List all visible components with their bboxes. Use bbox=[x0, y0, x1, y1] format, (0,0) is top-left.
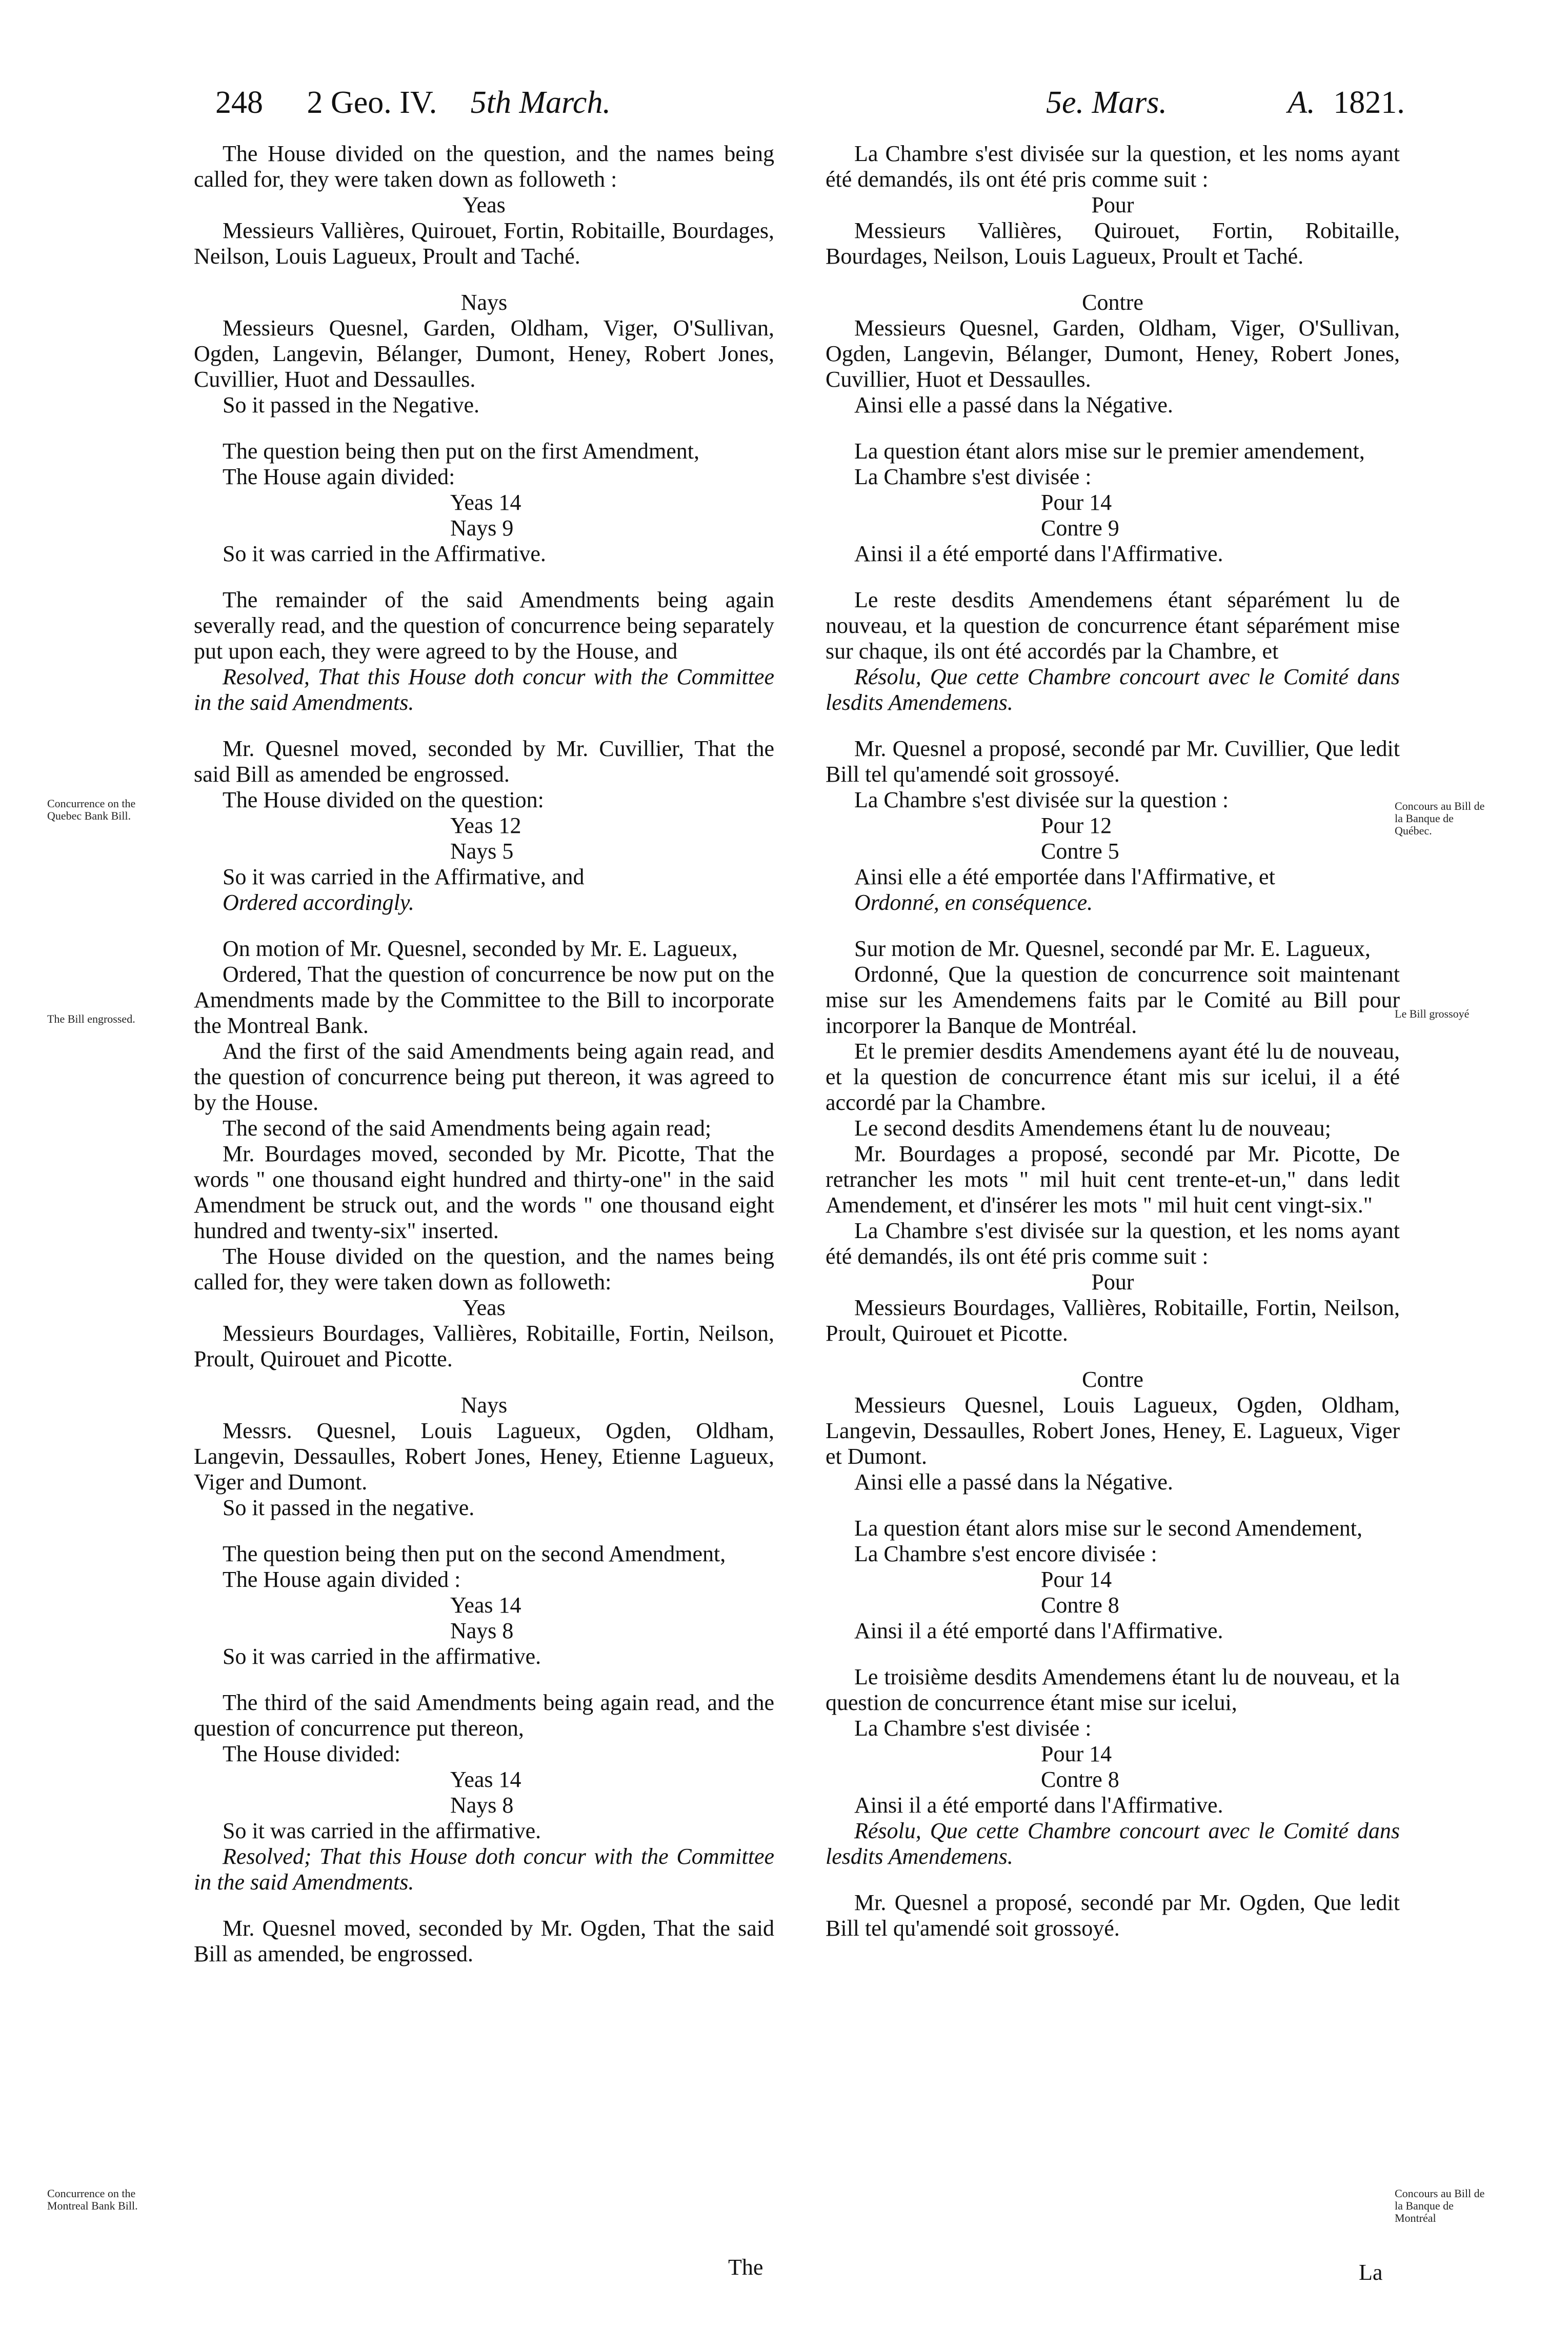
nays-names: Messrs. Quesnel, Louis Lagueux, Ogden, Oldham, Langevin, Dessaulles, Robert Jones, Heney, Etienne Lagueux, Viger and Dumont. bbox=[194, 1418, 774, 1495]
regnal-year: 2 Geo. IV. bbox=[307, 85, 437, 120]
paragraph: Le reste desdits Amendemens étant séparément lu de nouveau, et la question de concurrence étant séparément mise sur chaque, ils ont été accordés par la Chambre, et bbox=[826, 587, 1400, 664]
nays-names: Messieurs Quesnel, Garden, Oldham, Viger, O'Sullivan, Ogden, Langevin, Bélanger, Dumont, Heney, Robert Jones, Cuvillier, Huot et Dessaulles. bbox=[826, 315, 1400, 392]
margin-note-left: Concurrence on the Montreal Bank Bill. bbox=[47, 2187, 138, 2212]
margin-note-right: Concours au Bill de la Banque de Montréal bbox=[1395, 2187, 1485, 2224]
paragraph: La question étant alors mise sur le premier amendement, bbox=[854, 439, 1365, 464]
yeas-heading: Pour bbox=[1091, 1269, 1134, 1295]
resolution: Résolu, Que cette Chambre concourt avec le Comité dans lesdits Amendemens. bbox=[826, 1818, 1400, 1869]
result-line: Ainsi elle a passé dans la Négative. bbox=[854, 392, 1173, 417]
resolution: Resolved; That this House doth concur with the Committee in the said Amendments. bbox=[194, 1844, 774, 1895]
nays-count: Contre 9 bbox=[1041, 515, 1119, 541]
paragraph: La question étant alors mise sur le second Amendement, bbox=[854, 1516, 1362, 1541]
english-column bbox=[194, 141, 774, 1967]
nays-heading: Contre bbox=[1082, 1367, 1143, 1392]
yeas-count: Yeas 14 bbox=[450, 1593, 521, 1618]
paragraph: La Chambre s'est divisée sur la question, et les noms ayant été demandés, ils ont été pris comme suit : bbox=[826, 1218, 1400, 1269]
division-line: La Chambre s'est divisée : bbox=[854, 464, 1092, 489]
yeas-count: Pour 12 bbox=[1041, 813, 1112, 838]
order: Ordonné, Que la question de concurrence soit maintenant mise sur les Amendemens faits par le Comité au Bill pour incorporer la Banque de Montréal. bbox=[826, 962, 1400, 1038]
division-line: La Chambre s'est divisée sur la question : bbox=[854, 787, 1229, 812]
yeas-names: Messieurs Vallières, Quirouet, Fortin, Robitaille, Bourdages, Neilson, Louis Lagueux, Proult and Taché. bbox=[194, 218, 774, 269]
result-line: So it was carried in the affirmative. bbox=[223, 1644, 541, 1669]
motion: Sur motion de Mr. Quesnel, secondé par Mr. E. Lagueux, bbox=[854, 936, 1371, 961]
year-label: A. bbox=[1288, 85, 1315, 120]
result-line: Ainsi il a été emporté dans l'Affirmative. bbox=[854, 541, 1223, 566]
date-english: 5th March. bbox=[470, 85, 611, 120]
yeas-heading: Yeas bbox=[463, 192, 506, 217]
motion: Mr. Quesnel moved, seconded by Mr. Ogden, That the said Bill as amended, be engrossed. bbox=[194, 1916, 774, 1966]
nays-heading: Nays bbox=[460, 1392, 508, 1418]
order-line: Ordonné, en conséquence. bbox=[854, 890, 1093, 915]
paragraph: Le second desdits Amendemens étant lu de nouveau; bbox=[854, 1116, 1331, 1141]
paragraph: The question being then put on the second Amendment, bbox=[223, 1541, 726, 1566]
margin-note-right: Concours au Bill de la Banque de Québec. bbox=[1395, 800, 1485, 837]
nays-count: Nays 8 bbox=[450, 1793, 514, 1818]
paragraph: The question being then put on the first Amendment, bbox=[223, 439, 699, 464]
result-line: Ainsi elle a passé dans la Négative. bbox=[854, 1469, 1173, 1495]
yeas-count: Yeas 14 bbox=[450, 1767, 521, 1792]
yeas-names: Messieurs Bourdages, Vallières, Robitaille, Fortin, Neilson, Proult, Quirouet et Picotte. bbox=[826, 1295, 1400, 1346]
page-number: 248 bbox=[215, 85, 263, 120]
division-line: The House again divided : bbox=[223, 1567, 461, 1592]
margin-note-right: Le Bill grossoyé bbox=[1395, 1007, 1470, 1020]
year: 1821. bbox=[1333, 85, 1405, 120]
paragraph: Et le premier desdits Amendemens ayant été lu de nouveau, et la question de concurrence étant mis sur icelui, il a été accordé par la Chambre. bbox=[826, 1039, 1400, 1115]
result-line: So it was carried in the Affirmative, and bbox=[223, 864, 585, 889]
margin-note-left: Concurrence on the Quebec Bank Bill. bbox=[47, 797, 136, 822]
nays-count: Nays 5 bbox=[450, 839, 514, 864]
nays-names: Messieurs Quesnel, Louis Lagueux, Ogden, Oldham, Langevin, Dessaulles, Robert Jones, Heney, E. Lagueux, Viger et Dumont. bbox=[826, 1392, 1400, 1469]
yeas-heading: Pour bbox=[1091, 192, 1134, 217]
paragraph: The House divided on the question, and the names being called for, they were taken down as followeth : bbox=[194, 141, 774, 192]
division-line: La Chambre s'est encore divisée : bbox=[854, 1541, 1157, 1566]
nays-count: Nays 9 bbox=[450, 515, 514, 541]
order-line: Ordered accordingly. bbox=[223, 890, 414, 915]
yeas-names: Messieurs Vallières, Quirouet, Fortin, Robitaille, Bourdages, Neilson, Louis Lagueux, Proult et Taché. bbox=[826, 218, 1400, 269]
nays-count: Nays 8 bbox=[450, 1618, 514, 1643]
motion: Mr. Quesnel a proposé, secondé par Mr. Ogden, Que ledit Bill tel qu'amendé soit grossoyé. bbox=[826, 1890, 1400, 1941]
nays-heading: Nays bbox=[460, 290, 508, 315]
motion: Mr. Bourdages moved, seconded by Mr. Picotte, That the words " one thousand eight hundred and thirty-one" in the said Amendment be struck out, and the words " one thousand eight hundred and twenty-six" inserted. bbox=[194, 1141, 774, 1243]
margin-note-left: The Bill engrossed. bbox=[47, 1012, 135, 1025]
result-line: So it passed in the Negative. bbox=[223, 392, 480, 417]
motion: Mr. Quesnel a proposé, secondé par Mr. Cuvillier, Que ledit Bill tel qu'amendé soit grossoyé. bbox=[826, 736, 1400, 787]
yeas-count: Pour 14 bbox=[1041, 1741, 1112, 1766]
division-line: The House again divided: bbox=[223, 464, 455, 489]
paragraph: Le troisième desdits Amendemens étant lu de nouveau, et la question de concurrence étant mise sur icelui, bbox=[826, 1664, 1400, 1715]
result-line: So it passed in the negative. bbox=[223, 1495, 475, 1520]
motion: Mr. Bourdages a proposé, secondé par Mr. Picotte, De retrancher les mots " mil huit cent trente-et-un," dans ledit Amendement, et d'insérer les mots " mil huit cent vingt-six." bbox=[826, 1141, 1400, 1218]
french-column bbox=[826, 141, 1400, 1941]
paragraph: The second of the said Amendments being again read; bbox=[223, 1116, 712, 1141]
result-line: So it was carried in the Affirmative. bbox=[223, 541, 546, 566]
nays-count: Contre 8 bbox=[1041, 1593, 1119, 1618]
paragraph: The House divided on the question, and the names being called for, they were taken down as followeth: bbox=[194, 1244, 774, 1295]
paragraph: La Chambre s'est divisée sur la question, et les noms ayant été demandés, ils ont été pris comme suit : bbox=[826, 141, 1400, 192]
paragraph: And the first of the said Amendments being again read, and the question of concurrence being put thereon, it was agreed to by the House. bbox=[194, 1039, 774, 1115]
nays-heading: Contre bbox=[1082, 290, 1143, 315]
yeas-heading: Yeas bbox=[463, 1295, 506, 1320]
yeas-count: Yeas 14 bbox=[450, 490, 521, 515]
division-line: The House divided: bbox=[223, 1741, 401, 1766]
catchword-french: La bbox=[1359, 2260, 1383, 2285]
motion: On motion of Mr. Quesnel, seconded by Mr. E. Lagueux, bbox=[223, 936, 738, 961]
catchword-english: The bbox=[728, 2255, 763, 2280]
paragraph: The third of the said Amendments being again read, and the question of concurrence put thereon, bbox=[194, 1690, 774, 1741]
result-line: Ainsi elle a été emportée dans l'Affirmative, et bbox=[854, 864, 1275, 889]
resolution: Resolved, That this House doth concur with the Committee in the said Amendments. bbox=[194, 664, 774, 715]
division-line: La Chambre s'est divisée : bbox=[854, 1716, 1092, 1741]
nays-names: Messieurs Quesnel, Garden, Oldham, Viger, O'Sullivan, Ogden, Langevin, Bélanger, Dumont, Heney, Robert Jones, Cuvillier, Huot and Dessaulles. bbox=[194, 315, 774, 392]
date-french: 5e. Mars. bbox=[1046, 85, 1167, 120]
result-line: Ainsi il a été emporté dans l'Affirmative. bbox=[854, 1793, 1223, 1818]
yeas-names: Messieurs Bourdages, Vallières, Robitaille, Fortin, Neilson, Proult, Quirouet and Picotte. bbox=[194, 1321, 774, 1371]
yeas-count: Yeas 12 bbox=[450, 813, 521, 838]
division-line: The House divided on the question: bbox=[223, 787, 544, 812]
paragraph: The remainder of the said Amendments being again severally read, and the question of concurrence being separately put upon each, they were agreed to by the House, and bbox=[194, 587, 774, 664]
page-header-left bbox=[215, 82, 611, 128]
yeas-count: Pour 14 bbox=[1041, 1567, 1112, 1592]
nays-count: Contre 5 bbox=[1041, 839, 1119, 864]
nays-count: Contre 8 bbox=[1041, 1767, 1119, 1792]
page-header-right bbox=[1046, 82, 1405, 128]
resolution: Résolu, Que cette Chambre concourt avec le Comité dans lesdits Amendemens. bbox=[826, 664, 1400, 715]
result-line: Ainsi il a été emporté dans l'Affirmative. bbox=[854, 1618, 1223, 1643]
motion: Mr. Quesnel moved, seconded by Mr. Cuvillier, That the said Bill as amended be engrossed. bbox=[194, 736, 774, 787]
result-line: So it was carried in the affirmative. bbox=[223, 1818, 541, 1843]
yeas-count: Pour 14 bbox=[1041, 490, 1112, 515]
order: Ordered, That the question of concurrence be now put on the Amendments made by the Committee to the Bill to incorporate the Montreal Bank. bbox=[194, 962, 774, 1038]
